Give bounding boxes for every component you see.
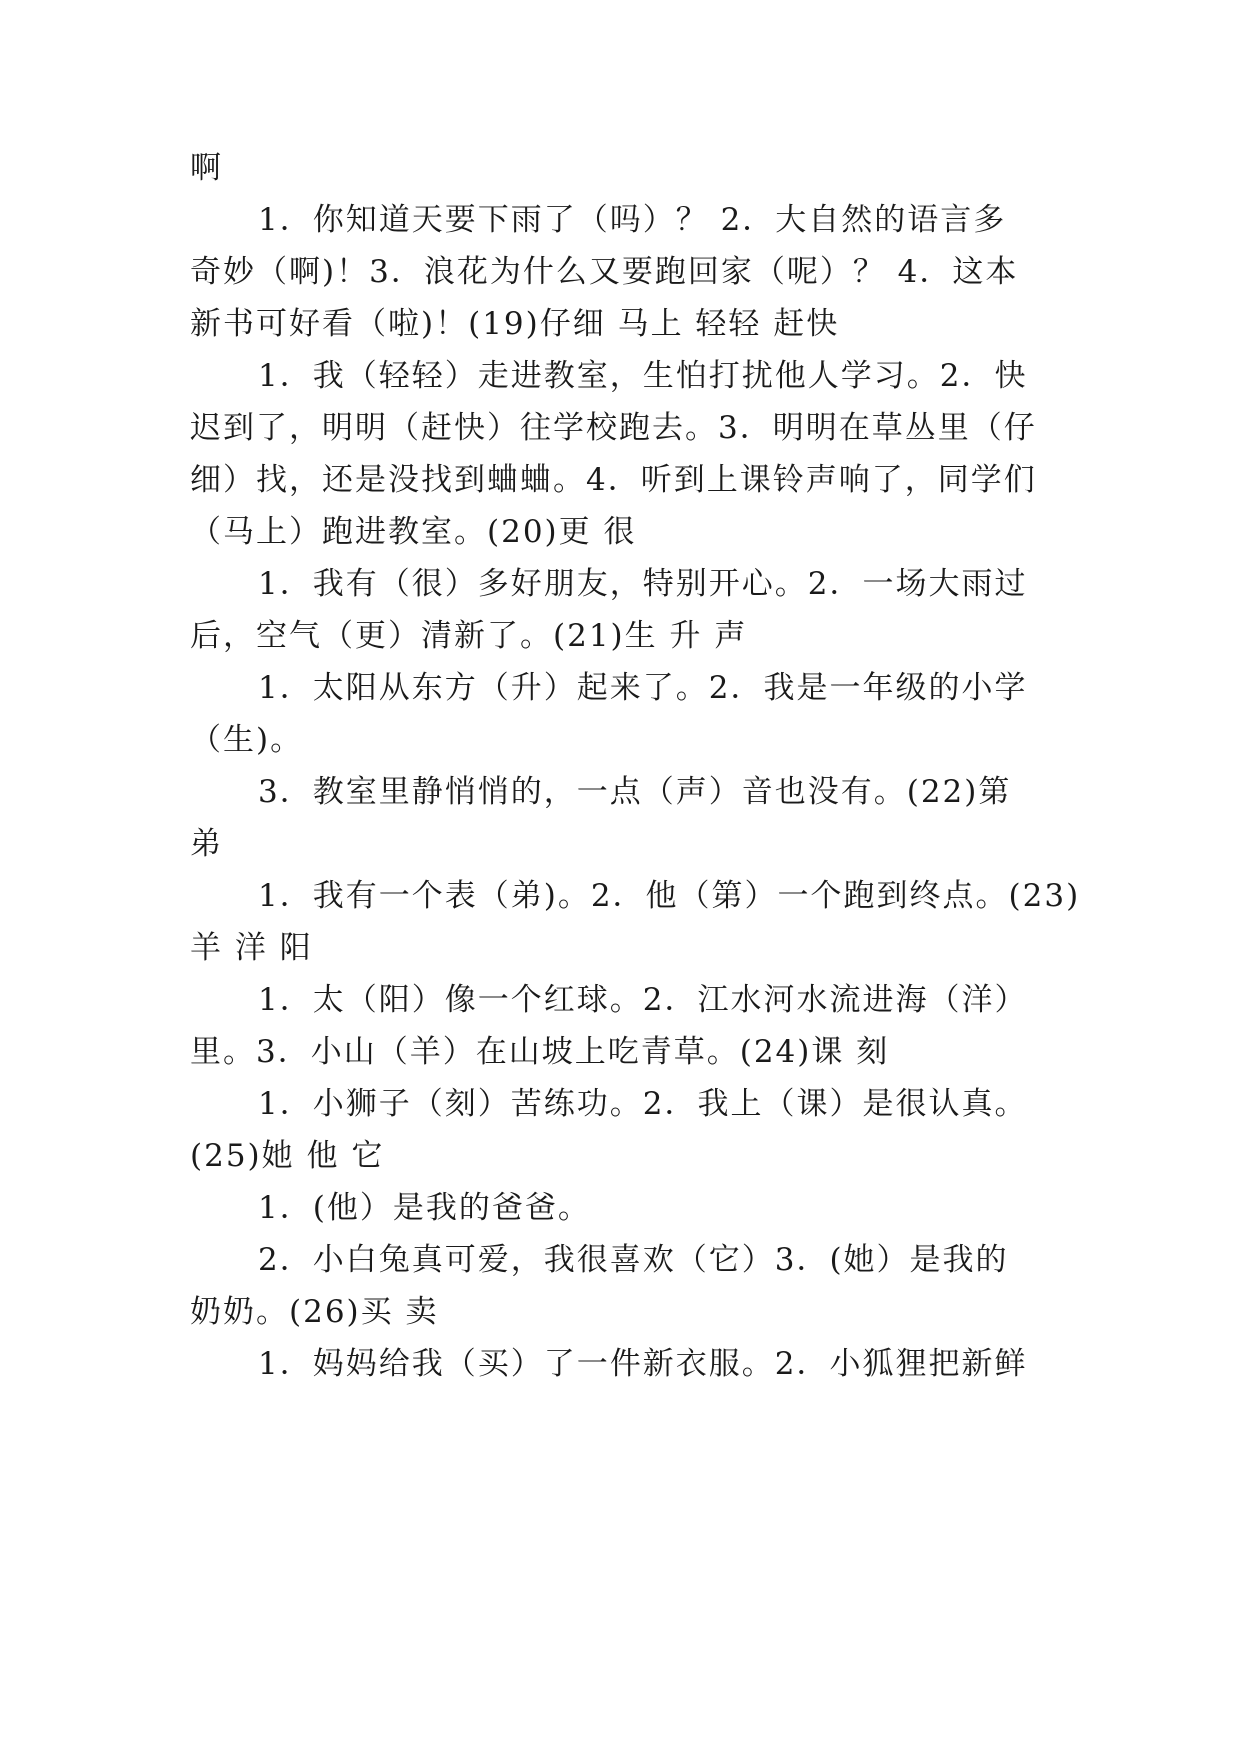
- text-line-19: 1．小狮子（刻）苦练功。2．我上（课）是很认真。: [258, 1086, 1028, 1122]
- text-line-7: 细）找，还是没找到蛐蛐。4．听到上课铃声响了，同学们: [190, 462, 1037, 498]
- text-line-24: 1．妈妈给我（买）了一件新衣服。2．小狐狸把新鲜: [258, 1346, 1028, 1382]
- text-line-16: 羊 洋 阳: [190, 930, 313, 966]
- text-line-6: 迟到了，明明（赶快）往学校跑去。3．明明在草丛里（仔: [190, 410, 1037, 446]
- text-line-5: 1．我（轻轻）走进教室，生怕打扰他人学习。2．快: [258, 358, 1028, 394]
- text-line-14: 弟: [190, 826, 223, 862]
- text-line-3: 奇妙（啊)！3．浪花为什么又要跑回家（呢）？ 4．这本: [190, 254, 1019, 290]
- text-line-12: （生)。: [190, 722, 304, 758]
- text-line-17: 1．太（阳）像一个红球。2．江水河水流进海（洋）: [258, 982, 1028, 1018]
- text-line-2: 1．你知道天要下雨了（吗）？ 2．大自然的语言多: [258, 202, 1007, 238]
- text-line-8: （马上）跑进教室。(20)更 很: [190, 514, 637, 550]
- text-line-4: 新书可好看（啦)！(19)仔细 马上 轻轻 赶快: [190, 306, 840, 342]
- text-line-10: 后，空气（更）清新了。(21)生 升 声: [190, 618, 748, 654]
- text-line-20: (25)她 他 它: [190, 1138, 385, 1174]
- text-line-9: 1．我有（很）多好朋友，特别开心。2．一场大雨过: [258, 566, 1028, 602]
- text-line-21: 1．(他）是我的爸爸。: [258, 1190, 591, 1226]
- text-line-11: 1．太阳从东方（升）起来了。2．我是一年级的小学: [258, 670, 1028, 706]
- text-line-23: 奶奶。(26)买 卖: [190, 1294, 439, 1330]
- text-line-13: 3．教室里静悄悄的，一点（声）音也没有。(22)第: [258, 774, 1012, 810]
- text-line-22: 2．小白兔真可爱，我很喜欢（它）3．(她）是我的: [258, 1242, 1009, 1278]
- text-line-18: 里。3．小山（羊）在山坡上吃青草。(24)课 刻: [190, 1034, 890, 1070]
- text-line-15: 1．我有一个表（弟)。2．他（第）一个跑到终点。(23): [258, 878, 1081, 914]
- text-line-1: 啊: [190, 150, 223, 186]
